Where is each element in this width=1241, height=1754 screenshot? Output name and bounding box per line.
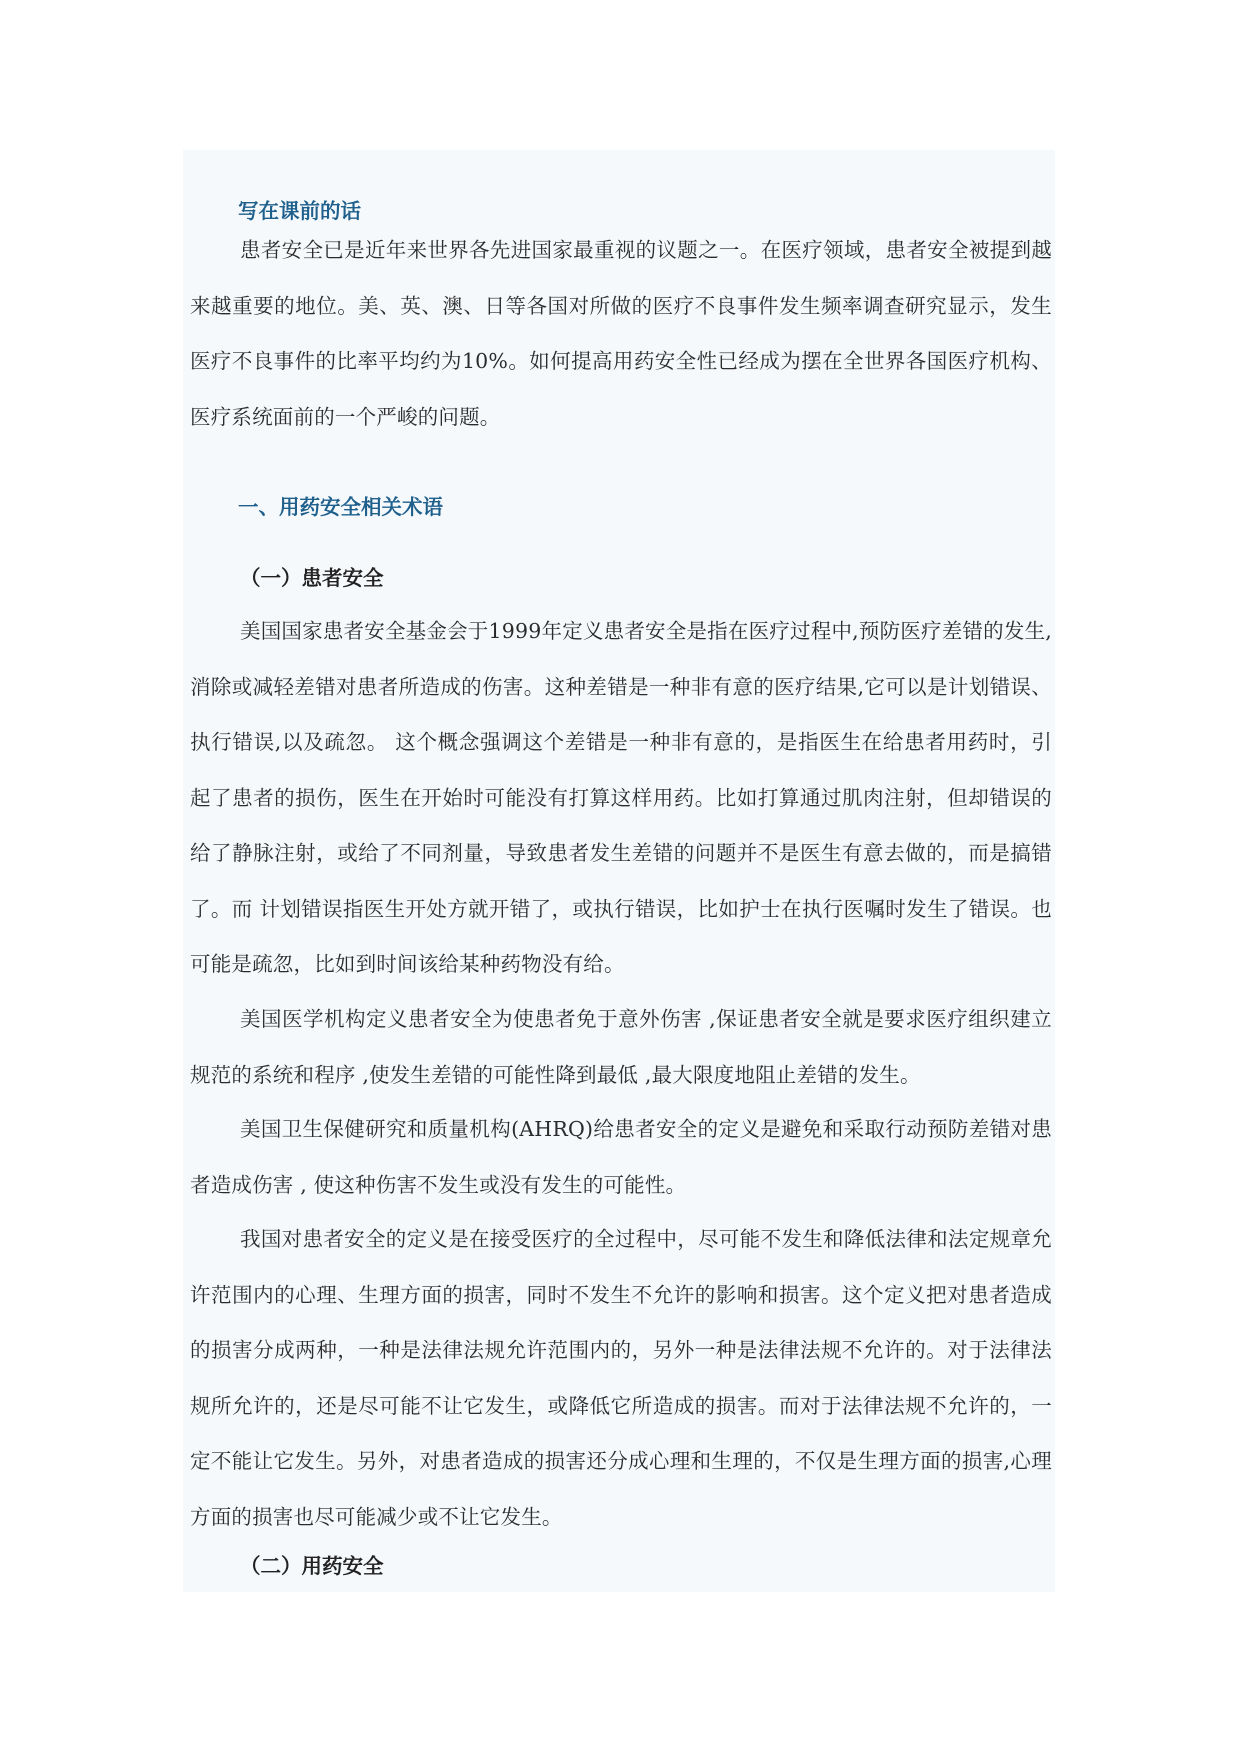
section-heading: 一、用药安全相关术语 bbox=[238, 495, 443, 519]
intro-heading: 写在课前的话 bbox=[238, 199, 361, 223]
paragraph-patient-safety-china: 我国对患者安全的定义是在接受医疗的全过程中，尽可能不发生和降低法律和法定规章允许范围内的心理、生理方面的损害，同时不发生不允许的影响和损害。这个定义把对患者造成的损害分成两种，一种是法律法规允许范围内的，另外一种是法律法规不允许的。对于法律法规所允许的，还是尽可能不让它发生，或降低它所造成的损害。而对于法律法规不允许的，一定不能让它发生。另外，对患者造成的损害还分成心理和生理的，不仅是生理方面的损害,心理方面的损害也尽可能减少或不让它发生。 bbox=[190, 1227, 1052, 1529]
subsection-heading-patient-safety: （一）患者安全 bbox=[240, 566, 384, 590]
subsection-heading-medication-safety: （二）用药安全 bbox=[240, 1554, 384, 1578]
paragraph-patient-safety-ahrq: 美国卫生保健研究和质量机构(AHRQ)给患者安全的定义是避免和采取行动预防差错对患者造成伤害 , 使这种伤害不发生或没有发生的可能性。 bbox=[190, 1117, 1052, 1197]
intro-paragraph: 患者安全已是近年来世界各先进国家最重视的议题之一。在医疗领域，患者安全被提到越来越重要的地位。美、英、澳、日等各国对所做的医疗不良事件发生频率调查研究显示，发生医疗不良事件的比率平均约为10%。如何提高用药安全性已经成为摆在全世界各国医疗机构、医疗系统面前的一个严峻的问题。 bbox=[190, 238, 1052, 429]
paragraph-patient-safety-us-medical-institute: 美国医学机构定义患者安全为使患者免于意外伤害 ,保证患者安全就是要求医疗组织建立规范的系统和程序 ,使发生差错的可能性降到最低 ,最大限度地阻止差错的发生。 bbox=[190, 1007, 1052, 1087]
paragraph-patient-safety-us-foundation: 美国国家患者安全基金会于1999年定义患者安全是指在医疗过程中,预防医疗差错的发生,消除或减轻差错对患者所造成的伤害。这种差错是一种非有意的医疗结果,它可以是计划错误、执行错误,以及疏忽。 这个概念强调这个差错是一种非有意的，是指医生在给患者用药时，引起了患者的损伤，医生在开始时可能没有打算这样用药。比如打算通过肌肉注射，但却错误的给了静脉注射，或给了不同剂量，导致患者发生差错的问题并不是医生有意去做的，而是搞错了。而 计划错误指医生开处方就开错了，或执行错误，比如护士在执行医嘱时发生了错误。也可能是疏忽，比如到时间该给某种药物没有给。 bbox=[190, 619, 1052, 976]
